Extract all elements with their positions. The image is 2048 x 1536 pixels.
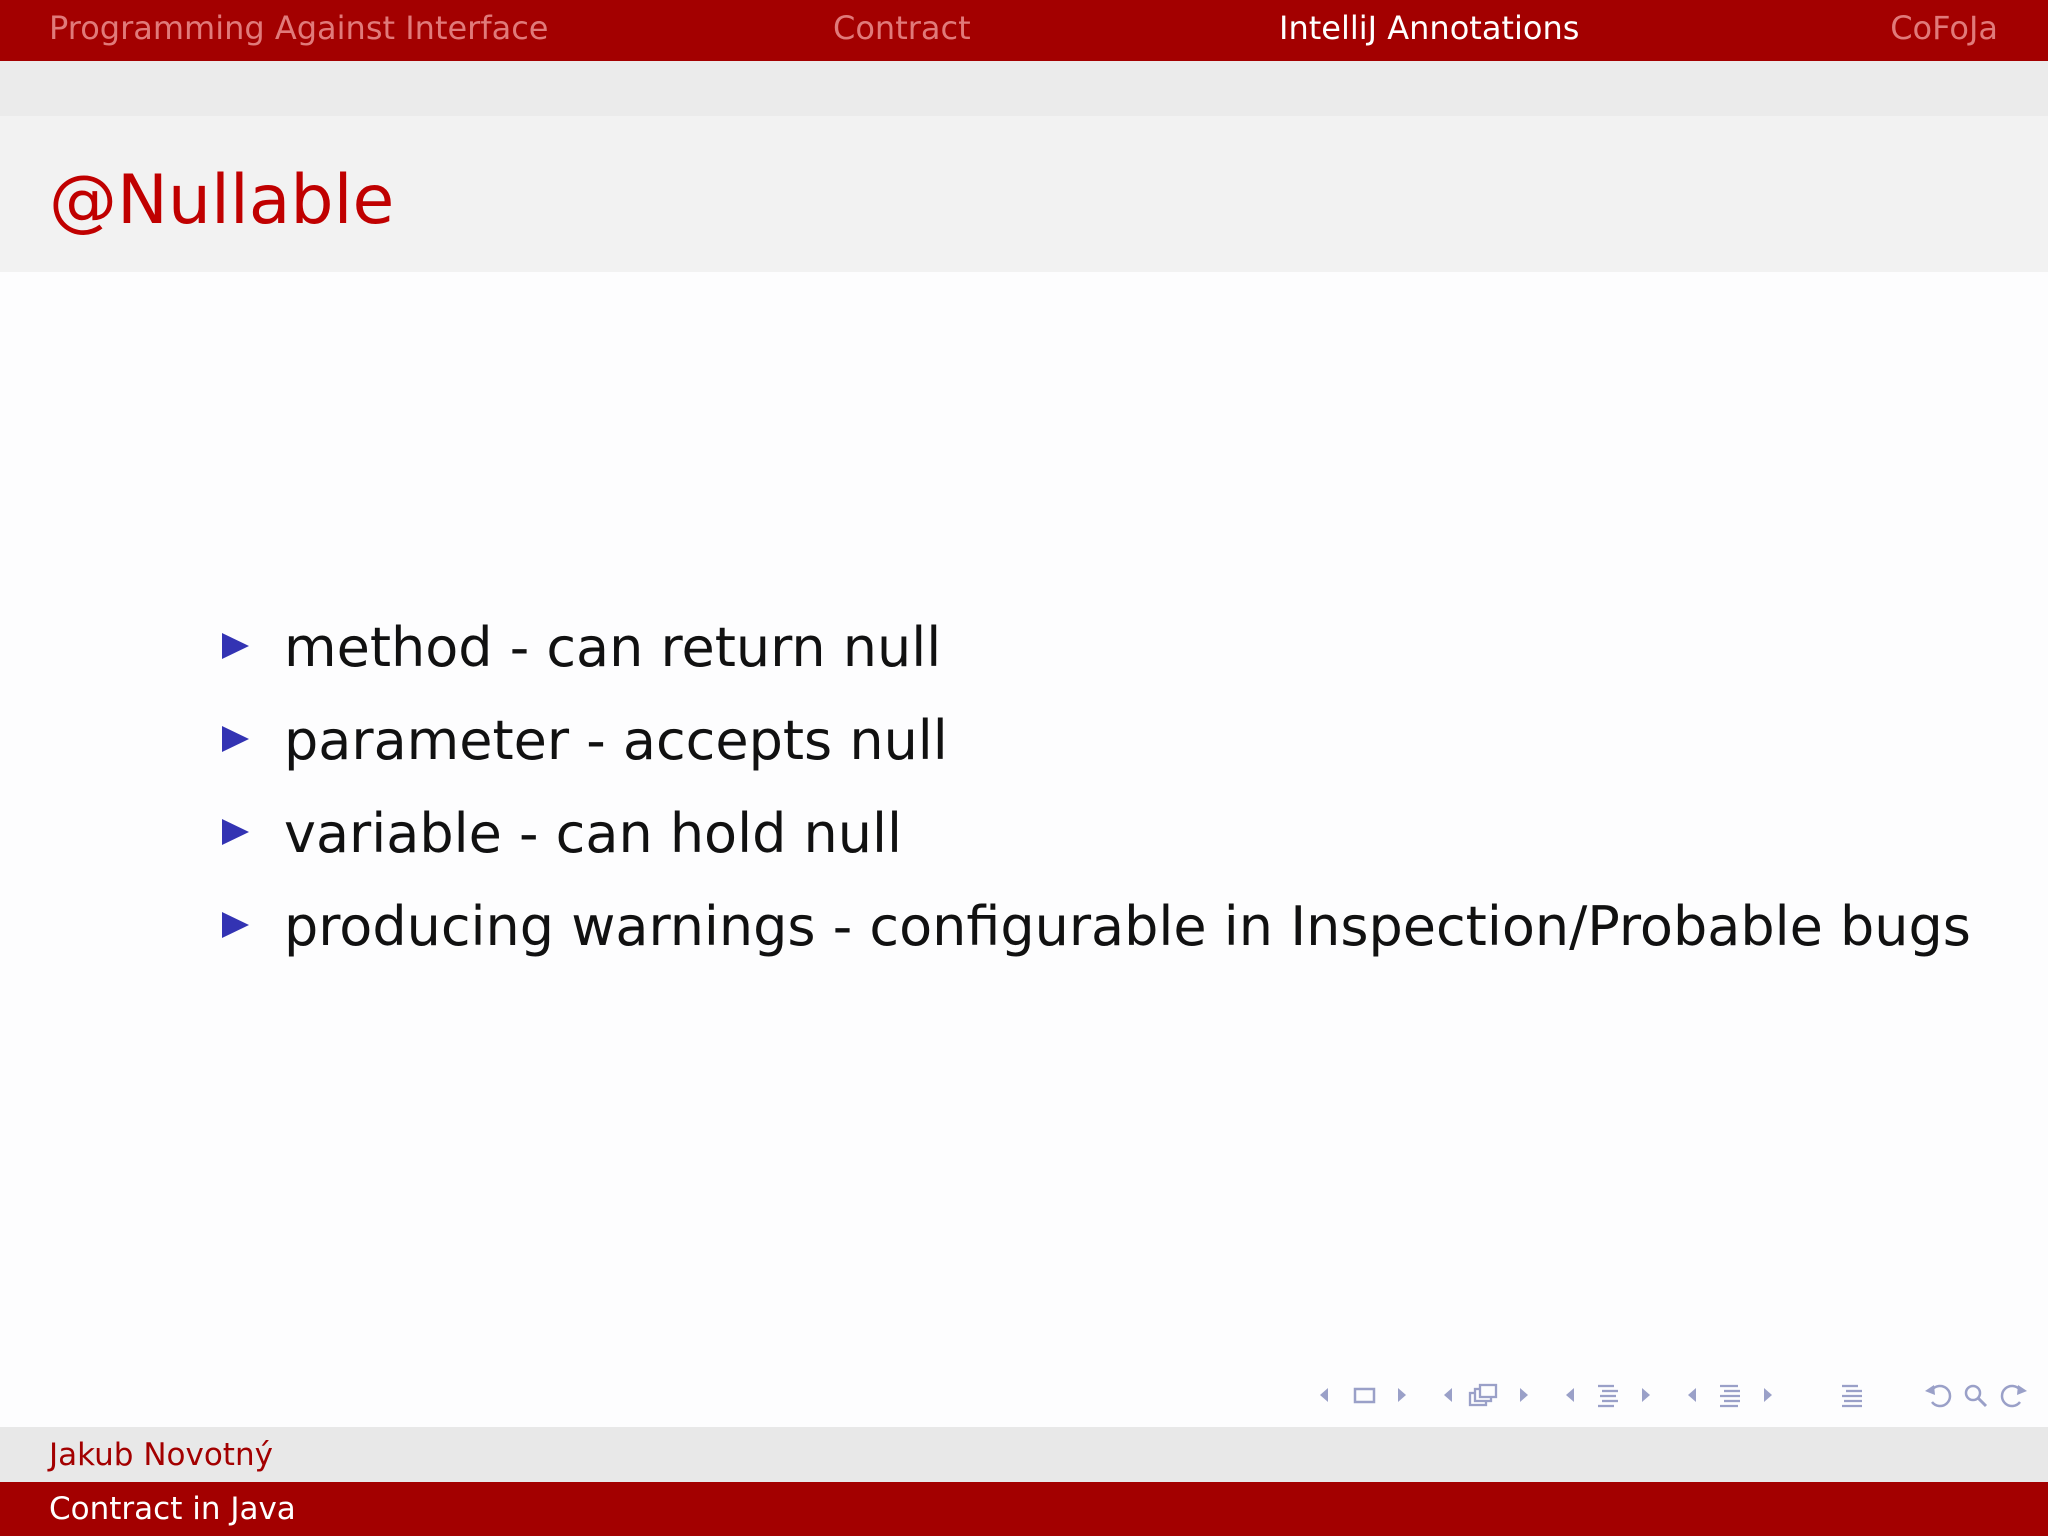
bullet-text: variable - can hold null: [284, 802, 902, 865]
frame-prev-icon[interactable]: [1316, 1380, 1330, 1410]
bullet-text: producing warnings - configurable in Inspection/Probable bugs: [284, 895, 1971, 958]
frame-title: @Nullable: [49, 161, 395, 240]
subsection-band: [0, 61, 2048, 116]
footer-author-bar: [0, 1427, 2048, 1482]
author-name: Jakub Novotný: [49, 1437, 273, 1473]
appendix-icon[interactable]: [1838, 1380, 1866, 1410]
subsection-icon[interactable]: [1466, 1380, 1502, 1410]
bullet-triangle-icon: [222, 912, 249, 938]
bullet-triangle-icon: [222, 633, 249, 659]
nav-section-contract[interactable]: Contract: [833, 9, 971, 47]
subsection-prev-icon[interactable]: [1440, 1380, 1454, 1410]
footer-title-bar: [0, 1482, 2048, 1536]
nav-section-intellij-annotations[interactable]: IntelliJ Annotations: [1279, 9, 1580, 47]
presentation-title: Contract in Java: [49, 1491, 296, 1527]
presentation-prev-icon[interactable]: [1684, 1380, 1698, 1410]
frame-icon[interactable]: [1352, 1380, 1378, 1410]
nav-section-programming-against-interface[interactable]: Programming Against Interface: [49, 9, 549, 47]
presentation-icon[interactable]: [1716, 1380, 1744, 1410]
section-navigation-bar: [0, 0, 2048, 61]
presentation-next-icon[interactable]: [1762, 1380, 1776, 1410]
subsection-next-icon[interactable]: [1518, 1380, 1532, 1410]
section-prev-icon[interactable]: [1562, 1380, 1576, 1410]
bullet-text: method - can return null: [284, 616, 942, 679]
forward-icon[interactable]: [1996, 1380, 2030, 1410]
bullet-triangle-icon: [222, 819, 249, 845]
section-next-icon[interactable]: [1640, 1380, 1654, 1410]
bullet-triangle-icon: [222, 726, 249, 752]
nav-section-cofoja[interactable]: CoFoJa: [1890, 9, 1998, 47]
bullet-text: parameter - accepts null: [284, 709, 948, 772]
frame-next-icon[interactable]: [1396, 1380, 1410, 1410]
back-icon[interactable]: [1922, 1380, 1956, 1410]
section-icon[interactable]: [1594, 1380, 1622, 1410]
search-icon[interactable]: [1962, 1380, 1990, 1410]
